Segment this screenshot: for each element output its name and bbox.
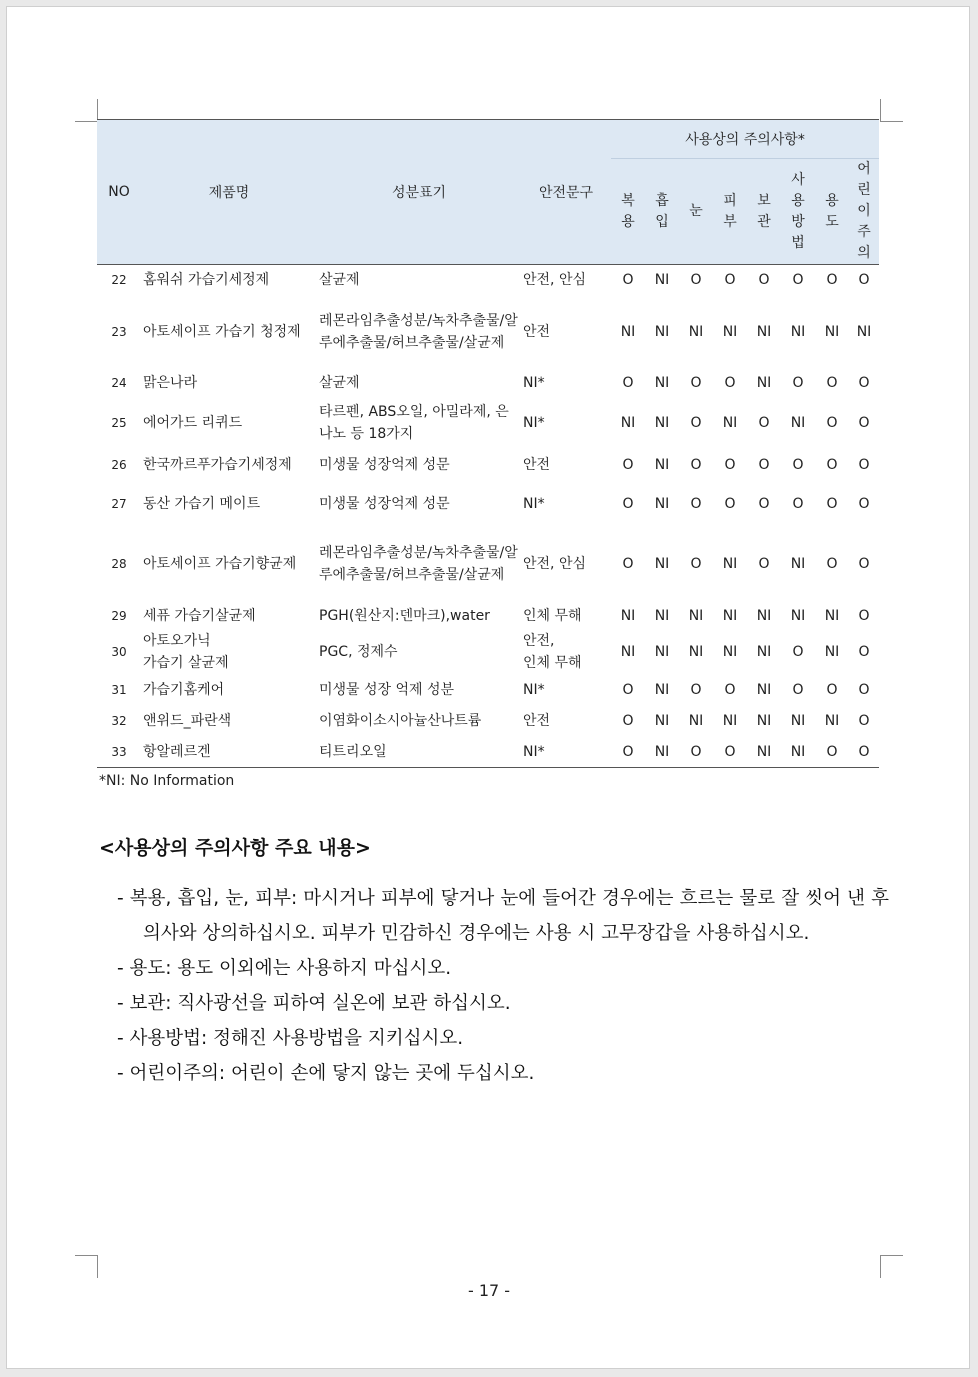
cell-no: 27 xyxy=(111,496,127,511)
cell-caution-mark: O xyxy=(858,643,870,660)
caution-bullet-list xyxy=(117,881,889,1091)
cell-caution-mark: NI xyxy=(645,265,679,296)
cell-caution-mark: NI xyxy=(654,495,670,512)
table-row xyxy=(97,675,879,706)
cell-caution-mark: NI xyxy=(722,713,738,729)
cell-caution-mark: NI xyxy=(654,713,670,729)
cell-caution-mark: NI xyxy=(722,643,738,660)
cell-caution-mark: NI xyxy=(688,713,704,729)
cell-no: 32 xyxy=(111,714,127,728)
header-no: NO xyxy=(97,120,141,265)
cell-caution-mark: O xyxy=(781,265,815,296)
cell-caution-mark: O xyxy=(622,375,634,391)
cell-ingredients: 미생물 성장억제 성문 xyxy=(319,456,450,473)
cell-ingredients: PGH(원산지:덴마크),water xyxy=(319,607,490,624)
header-caution-col: 사 용 방 법 xyxy=(781,159,815,265)
cell-caution-mark: O xyxy=(690,682,702,698)
cell-product-name: 홈워쉬 가습기세정제 xyxy=(141,265,317,296)
cell-caution-mark: O xyxy=(713,737,747,768)
cell-caution-mark: O xyxy=(858,682,870,698)
cell-caution-mark: NI xyxy=(688,323,704,340)
cell-ingredients: 티트리오일 xyxy=(317,737,521,768)
cell-no: 28 xyxy=(111,556,127,571)
header-product: 제품명 xyxy=(141,120,317,265)
cell-caution-mark: O xyxy=(622,495,634,512)
cell-caution-mark: NI xyxy=(756,643,772,660)
cell-caution-mark: NI xyxy=(654,323,670,340)
cell-caution-mark: NI xyxy=(654,456,670,473)
table-row xyxy=(97,706,879,737)
cell-caution-mark: NI xyxy=(620,323,636,340)
cell-caution-mark: NI xyxy=(824,643,840,660)
cell-caution-mark: NI xyxy=(824,713,840,729)
header-caution-col: 눈 xyxy=(679,159,713,265)
cell-safety: 안전 xyxy=(523,713,551,729)
cell-caution-mark: O xyxy=(690,375,702,391)
document-page xyxy=(6,6,970,1369)
cell-safety: 안전, 안심 xyxy=(523,555,586,572)
cell-product-name: 세퓨 가습기살균제 xyxy=(143,607,256,624)
cell-caution-mark: O xyxy=(858,713,870,729)
cell-caution-mark: NI xyxy=(790,323,806,340)
list-item: - 어린이주의: 어린이 손에 닿지 않는 곳에 두십시오. xyxy=(117,1063,535,1084)
cell-caution-mark: O xyxy=(758,456,770,473)
cell-caution-mark: O xyxy=(858,607,870,624)
table-row xyxy=(97,447,879,483)
cell-safety: NI* xyxy=(523,414,545,431)
cell-caution-mark: NI xyxy=(824,607,840,624)
cell-caution-mark: O xyxy=(858,456,870,473)
cell-caution-mark: NI xyxy=(654,643,670,660)
crop-mark-top-left xyxy=(75,99,98,122)
cell-caution-mark: NI xyxy=(747,737,781,768)
cell-caution-mark: O xyxy=(826,456,838,473)
cell-caution-mark: NI xyxy=(645,737,679,768)
cell-safety: 안전, 인체 무해 xyxy=(523,632,582,671)
cell-caution-mark: O xyxy=(826,555,838,572)
cell-caution-mark: NI xyxy=(756,713,772,729)
cell-caution-mark: O xyxy=(690,414,702,431)
cell-caution-mark: O xyxy=(724,682,736,698)
cell-product-name: 맑은나라 xyxy=(143,375,198,391)
cell-caution-mark: O xyxy=(858,375,870,391)
cell-product-name: 동산 가습기 메이트 xyxy=(143,495,261,512)
cell-caution-mark: NI xyxy=(654,414,670,431)
cell-caution-mark: O xyxy=(858,495,870,512)
cell-no: 22 xyxy=(97,265,141,296)
cell-caution-mark: NI xyxy=(722,555,738,572)
header-caution-col: 용 도 xyxy=(815,159,849,265)
cell-safety: 안전 xyxy=(523,456,551,473)
cell-safety: NI* xyxy=(521,737,611,768)
cell-ingredients: 미생물 성장 억제 성분 xyxy=(319,682,455,698)
table-row xyxy=(97,525,879,603)
cell-caution-mark: O xyxy=(792,682,804,698)
cell-product-name: 앤위드_파란색 xyxy=(143,713,232,729)
cell-ingredients: 이염화이소시아뉼산나트륨 xyxy=(319,713,482,729)
cell-caution-mark: O xyxy=(622,713,634,729)
list-item: - 복용, 흡입, 눈, 피부: 마시거나 피부에 닿거나 눈에 들어간 경우에는 흐르는 물로 잘 씻어 낸 후 의사와 상의하십시오. 피부가 민감하신 경우에는 사용 시 고무장갑을 사용하십시오. xyxy=(117,888,889,944)
cell-caution-mark: O xyxy=(849,265,879,296)
cell-product-name: 아토세이프 가습기 청정제 xyxy=(143,323,301,340)
cell-safety: 인체 무해 xyxy=(523,607,582,624)
cell-ingredients: 살균제 xyxy=(319,375,360,391)
cell-ingredients: 미생물 성장억제 성문 xyxy=(319,495,450,512)
cell-product-name: 한국까르푸가습기세정제 xyxy=(143,456,292,473)
header-caution-col: 흡 입 xyxy=(645,159,679,265)
cell-caution-mark: O xyxy=(815,265,849,296)
crop-mark-bottom-right xyxy=(880,1255,903,1278)
list-item: - 보관: 직사광선을 피하여 실온에 보관 하십시오. xyxy=(117,993,511,1014)
table-row xyxy=(97,737,879,768)
crop-mark-bottom-left xyxy=(75,1255,98,1278)
cell-safety: 안전 xyxy=(523,323,551,340)
cell-caution-mark: NI xyxy=(856,323,872,340)
cell-caution-mark: O xyxy=(622,555,634,572)
cell-caution-mark: NI xyxy=(790,607,806,624)
cell-caution-mark: O xyxy=(611,265,645,296)
cell-safety: 안전, 안심 xyxy=(521,265,611,296)
table-row xyxy=(97,399,879,447)
cell-caution-mark: O xyxy=(690,456,702,473)
list-item: - 용도: 용도 이외에는 사용하지 마십시오. xyxy=(117,958,452,979)
cell-caution-mark: NI xyxy=(654,607,670,624)
cell-no: 26 xyxy=(111,457,127,472)
footnote: *NI: No Information xyxy=(99,773,235,789)
cell-caution-mark: O xyxy=(724,456,736,473)
header-ingredients: 성분표기 xyxy=(317,120,521,265)
cell-caution-mark: O xyxy=(826,495,838,512)
cell-caution-mark: O xyxy=(826,375,838,391)
cell-caution-mark: O xyxy=(611,737,645,768)
cell-caution-mark: O xyxy=(858,555,870,572)
cell-caution-mark: NI xyxy=(790,713,806,729)
cell-no: 25 xyxy=(111,415,127,430)
cell-caution-mark: NI xyxy=(620,414,636,431)
cell-caution-mark: NI xyxy=(722,414,738,431)
cell-caution-mark: O xyxy=(713,265,747,296)
cell-ingredients: 살균제 xyxy=(317,265,521,296)
cell-caution-mark: NI xyxy=(790,555,806,572)
cell-caution-mark: O xyxy=(815,737,849,768)
cell-caution-mark: O xyxy=(849,737,879,768)
cell-ingredients: PGC, 정제수 xyxy=(319,643,398,660)
cell-no: 29 xyxy=(111,608,127,623)
cell-caution-mark: NI xyxy=(654,555,670,572)
cell-caution-mark: NI xyxy=(654,682,670,698)
cell-caution-mark: O xyxy=(724,375,736,391)
cell-no: 31 xyxy=(111,683,127,697)
header-caution-col: 보 관 xyxy=(747,159,781,265)
table-row xyxy=(97,603,879,629)
cell-product-name: 항알레르겐 xyxy=(141,737,317,768)
cell-caution-mark: NI xyxy=(722,607,738,624)
list-item: - 사용방법: 정해진 사용방법을 지키십시오. xyxy=(117,1028,464,1049)
cell-caution-mark: O xyxy=(724,495,736,512)
cell-no: 23 xyxy=(111,324,127,339)
table-row xyxy=(97,296,879,368)
header-safety: 안전문구 xyxy=(521,120,611,265)
cell-caution-mark: NI xyxy=(790,414,806,431)
cell-no: 24 xyxy=(111,376,127,390)
cell-safety: NI* xyxy=(523,495,545,512)
cell-caution-mark: O xyxy=(792,643,804,660)
cell-caution-mark: NI xyxy=(781,737,815,768)
cell-ingredients: 타르펜, ABS오일, 아밀라제, 은나노 등 18가지 xyxy=(319,403,509,442)
table-row xyxy=(97,629,879,675)
cell-product-name: 가습기홈케어 xyxy=(143,682,225,698)
cell-product-name: 에어가드 리퀴드 xyxy=(143,414,243,431)
cell-caution-mark: NI xyxy=(756,607,772,624)
header-caution-col: 복 용 xyxy=(611,159,645,265)
cell-caution-mark: O xyxy=(792,375,804,391)
cell-caution-mark: NI xyxy=(688,643,704,660)
table-row xyxy=(97,368,879,399)
cell-caution-mark: O xyxy=(826,414,838,431)
header-caution-col: 어 린 이 주 의 xyxy=(849,159,879,265)
cell-caution-mark: O xyxy=(758,414,770,431)
cell-caution-mark: NI xyxy=(756,323,772,340)
header-caution-col: 피 부 xyxy=(713,159,747,265)
cell-caution-mark: NI xyxy=(654,375,670,391)
cell-caution-mark: O xyxy=(679,737,713,768)
cell-caution-mark: O xyxy=(758,495,770,512)
cell-no: 30 xyxy=(111,644,127,659)
cell-caution-mark: NI xyxy=(620,607,636,624)
cell-ingredients: 레몬라임추출성분/녹차추출물/알루에추출물/허브추출물/살균제 xyxy=(319,312,518,351)
table-row xyxy=(97,483,879,525)
cell-caution-mark: O xyxy=(679,265,713,296)
cell-product-name: 아토오가닉 가습기 살균제 xyxy=(143,632,229,671)
cell-caution-mark: O xyxy=(858,414,870,431)
cell-caution-mark: NI xyxy=(824,323,840,340)
cell-caution-mark: O xyxy=(622,456,634,473)
section-title: <사용상의 주의사항 주요 내용> xyxy=(99,837,371,859)
cell-caution-mark: O xyxy=(758,555,770,572)
product-caution-table xyxy=(97,119,879,768)
cell-caution-mark: O xyxy=(792,495,804,512)
cell-caution-mark: O xyxy=(747,265,781,296)
cell-caution-mark: O xyxy=(622,682,634,698)
crop-mark-top-right xyxy=(880,99,903,122)
cell-caution-mark: NI xyxy=(756,375,772,391)
cell-caution-mark: NI xyxy=(620,643,636,660)
cell-safety: NI* xyxy=(523,375,545,391)
header-caution-group: 사용상의 주의사항* xyxy=(611,120,879,159)
cell-caution-mark: O xyxy=(690,555,702,572)
cell-caution-mark: O xyxy=(690,495,702,512)
table-row xyxy=(97,265,879,296)
cell-caution-mark: NI xyxy=(722,323,738,340)
page-number: - 17 - xyxy=(467,1281,511,1300)
cell-caution-mark: NI xyxy=(688,607,704,624)
cell-no: 33 xyxy=(97,737,141,768)
cell-caution-mark: NI xyxy=(756,682,772,698)
cell-ingredients: 레몬라임추출성분/녹차추출물/알루에추출물/허브추출물/살균제 xyxy=(319,544,518,583)
cell-caution-mark: O xyxy=(826,682,838,698)
cell-safety: NI* xyxy=(523,682,545,698)
cell-caution-mark: O xyxy=(792,456,804,473)
cell-product-name: 아토세이프 가습기향균제 xyxy=(143,555,297,572)
